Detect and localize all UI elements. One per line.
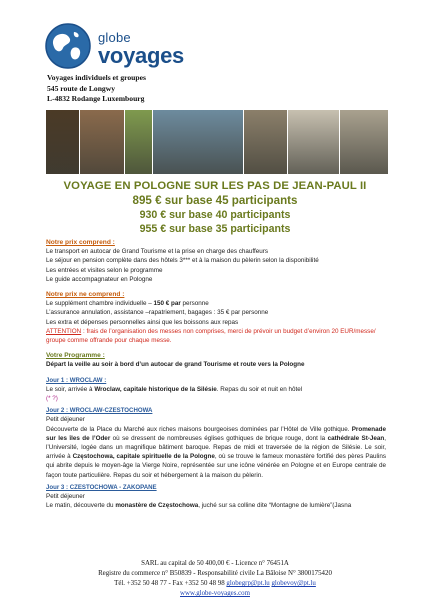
day2-p7: , où se trouve le fameux monastère fortifié des pères Paulins qui abrite depuis le moyen-âge la Vierge Noire, représentée sur une icône vénérée en Pologne et en Europe centrale de façon toute particulière. Repas du soir et hébergement à la maison du pèlerin. [46, 453, 387, 479]
brochure-content [46, 238, 386, 510]
day2-description [46, 425, 386, 480]
includes-item: Les entrées et visites selon le programme [46, 266, 163, 274]
agency-address [47, 73, 146, 105]
day3-breakfast: Petit déjeuner [46, 493, 85, 501]
email-link-globegrp[interactable]: globegrp@pt.lu [226, 580, 270, 587]
pope-photo [340, 110, 388, 174]
day3-t1: Le matin, découverte du [46, 502, 116, 510]
day2-p6: Częstochowa, capitale spirituelle de la Pologne [72, 453, 215, 461]
day3-heading: Jour 3 : CZESTOCHOWA - ZAKOPANE [46, 483, 157, 491]
footer-capital: SARL au capital de 50 400,00 € - Licence n° 76451A [141, 560, 289, 567]
photo-strip [46, 110, 388, 174]
monastery-photo [288, 110, 340, 174]
excludes-item: L’assurance annulation, assistance –rapatriement, bagages : 35 € par personne [46, 309, 269, 317]
footer-contact [0, 579, 430, 589]
supplement-prefix: Le supplément chambre individuelle – [46, 300, 154, 308]
day1-heading: Jour 1 : WROCLAW : [46, 376, 107, 384]
day2-heading: Jour 2 : WROCLAW-CZESTOCHOWA [46, 407, 153, 415]
address-line-1: Voyages individuels et groupes [47, 73, 146, 82]
day3-t3: , juché sur sa colline dite “Montagne de lumière”(Jasna [198, 502, 352, 510]
krakow-church-photo [80, 110, 124, 174]
field-photo [125, 110, 153, 174]
address-line-3: L-4832 Rodange Luxembourg [47, 94, 145, 103]
programme-heading: Votre Programme : [46, 352, 105, 360]
excludes-item: Les extra et dépenses personnelles ainsi que les boissons aux repas [46, 318, 239, 326]
day1-handwritten-note: (* ?) [46, 395, 58, 403]
day2-p1: Découverte de la Place du Marché aux riches maisons bourgeoises dominées par l’Hôtel de Ville gothique. [46, 425, 352, 433]
footer [0, 559, 430, 599]
day1-text-a: Le soir, arrivée à [46, 385, 95, 393]
attention-note [46, 327, 386, 345]
day2-breakfast: Petit déjeuner [46, 416, 85, 424]
price-35: 955 € sur base 35 participants [139, 223, 291, 235]
price-40: 930 € sur base 40 participants [139, 209, 291, 221]
globe-icon [44, 22, 92, 70]
trip-title: VOYAGE EN POLOGNE SUR LES PAS DE JEAN-PAUL II [63, 180, 367, 192]
day2-p2: Promenade sur les îles de l’Oder [46, 425, 386, 442]
attention-text: : frais de l’organisation des messes non comprises, merci de prévoir un budget d’environ 20 EUR/messe/ groupe comme offrande pour chaque messe. [46, 327, 376, 345]
day3-text [46, 501, 386, 510]
mountains-photo [153, 110, 242, 174]
excludes-heading: Notre prix ne comprend : [46, 291, 125, 299]
title-block [0, 180, 430, 235]
supplement-amount: 150 € par [153, 300, 181, 308]
day1-text-b: . Repas du soir et nuit en hôtel [216, 385, 303, 393]
includes-item: Le transport en autocar de Grand Tourisme et la prise en charge des chauffeurs [46, 248, 269, 256]
email-link-globevoy[interactable]: globevoy@pt.lu [271, 580, 316, 587]
includes-item: Le séjour en pension complète dans des hôtels 3*** et à la maison du pèlerin selon la disponibilité [46, 257, 319, 265]
footer-phone-fax: Tél. +352 50 48 77 - Fax +352 50 48 98 [114, 580, 227, 587]
day3-t2: monastère de Częstochowa [115, 502, 199, 510]
day2-p5: , l’Université, logée dans un magnifique bâtiment baroque. Repas de midi et traversée de la région de Silésie. Le soir, arrivée à [46, 434, 386, 461]
day1-text-bold: Wroclaw, capitale historique de la Silésie [94, 385, 217, 393]
day2-p3: où se dressent de nombreuses églises gothiques de brique rouge, dont la [110, 434, 328, 442]
day2-p4: cathédrale St-Jean [327, 434, 385, 442]
globe-voyages-logo [44, 22, 184, 72]
includes-item: Le guide accompagnateur en Pologne [46, 275, 153, 283]
price-45: 895 € sur base 45 participants [132, 194, 298, 207]
attention-label: ATTENTION [46, 327, 82, 335]
madonna-icon-photo [46, 110, 79, 174]
programme-intro: Départ la veille au soir à bord d’un autocar de grand Tourisme et route vers la Pologne [46, 361, 305, 369]
website-link[interactable]: www.globe-voyages.com [180, 590, 250, 597]
castle-photo [244, 110, 287, 174]
address-line-2: 545 route de Longwy [47, 83, 115, 93]
logo-voyages-text: voyages [98, 43, 184, 68]
day1-text [46, 385, 386, 394]
logo-globe-text: globe [98, 30, 131, 45]
excludes-supplement [46, 299, 386, 308]
includes-heading: Notre prix comprend : [46, 239, 115, 246]
supplement-suffix: personne [180, 300, 209, 308]
footer-registry: Registre du commerce n° B50839 - Responsabilité civile La Bâloise N° 3800175420 [98, 570, 332, 577]
